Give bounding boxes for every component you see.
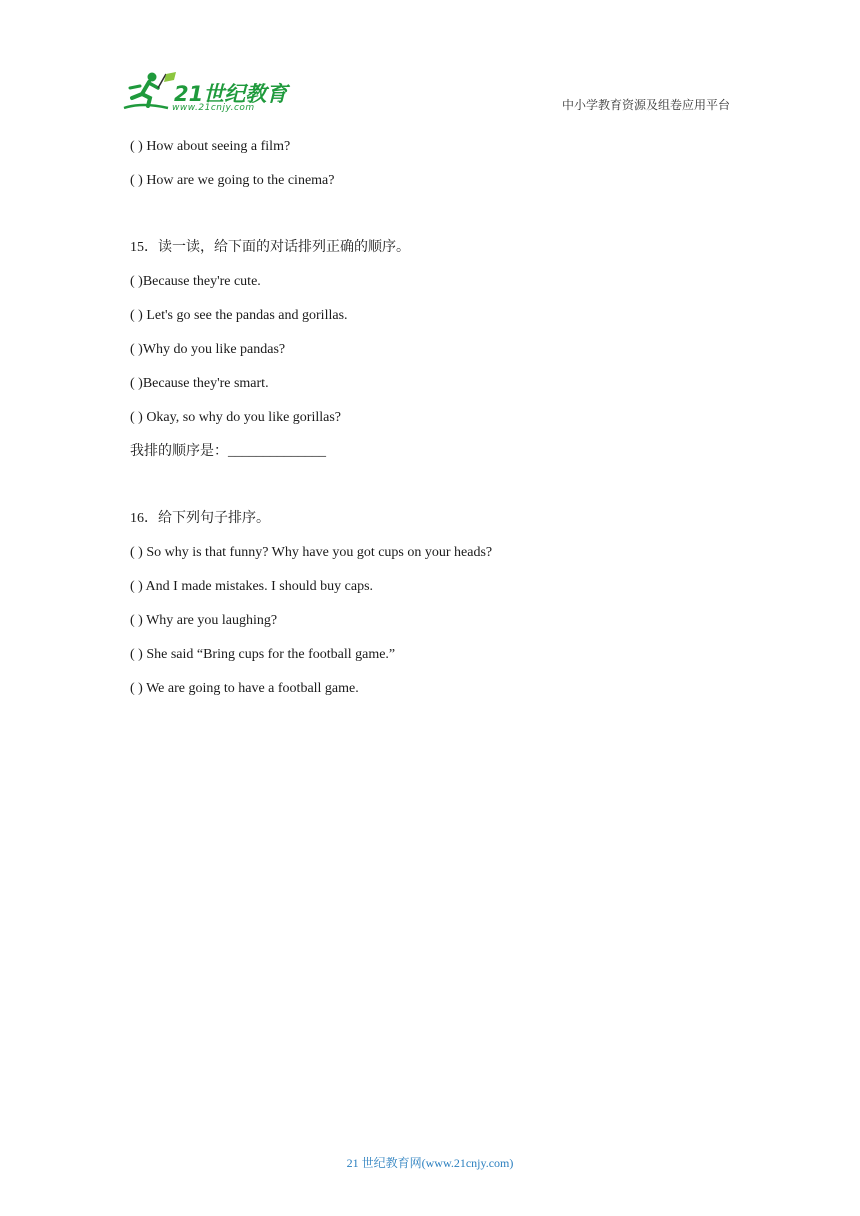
logo-url: www.21cnjy.com: [172, 103, 255, 113]
list-item: ( ) Okay, so why do you like gorillas?: [130, 410, 341, 425]
page-header: [0, 0, 860, 120]
list-item: ( ) How about seeing a film?: [130, 139, 291, 154]
list-item: ( ) We are going to have a football game.: [130, 681, 359, 696]
site-logo: [122, 68, 292, 118]
question-16-title: 16．给下列句子排序。: [130, 511, 270, 526]
question-15-title: 15．读一读，给下面的对话排列正确的顺序。: [130, 240, 410, 255]
page-footer: 21 世纪教育网(www.21cnjy.com): [346, 1156, 514, 1170]
header-slogan: 中小学教育资源及组卷应用平台: [561, 98, 730, 112]
list-item: ( ) She said “Bring cups for the football game.”: [130, 647, 396, 662]
runner-logo-icon: [122, 68, 178, 114]
list-item: ( )Because they're smart.: [130, 376, 269, 391]
list-item: ( ) How are we going to the cinema?: [130, 173, 335, 188]
list-item: ( ) So why is that funny? Why have you got cups on your heads?: [130, 545, 493, 560]
logo-wordmark: 21世纪教育: [174, 82, 288, 106]
answer-prompt: 我排的顺序是：______________: [130, 444, 326, 459]
worksheet-content: [130, 138, 750, 714]
list-item: ( ) Let's go see the pandas and gorillas.: [130, 308, 348, 323]
list-item: ( ) Why are you laughing?: [130, 613, 278, 628]
list-item: ( )Why do you like pandas?: [130, 342, 286, 357]
list-item: ( )Because they're cute.: [130, 274, 261, 289]
list-item: ( ) And I made mistakes. I should buy caps.: [130, 579, 374, 594]
